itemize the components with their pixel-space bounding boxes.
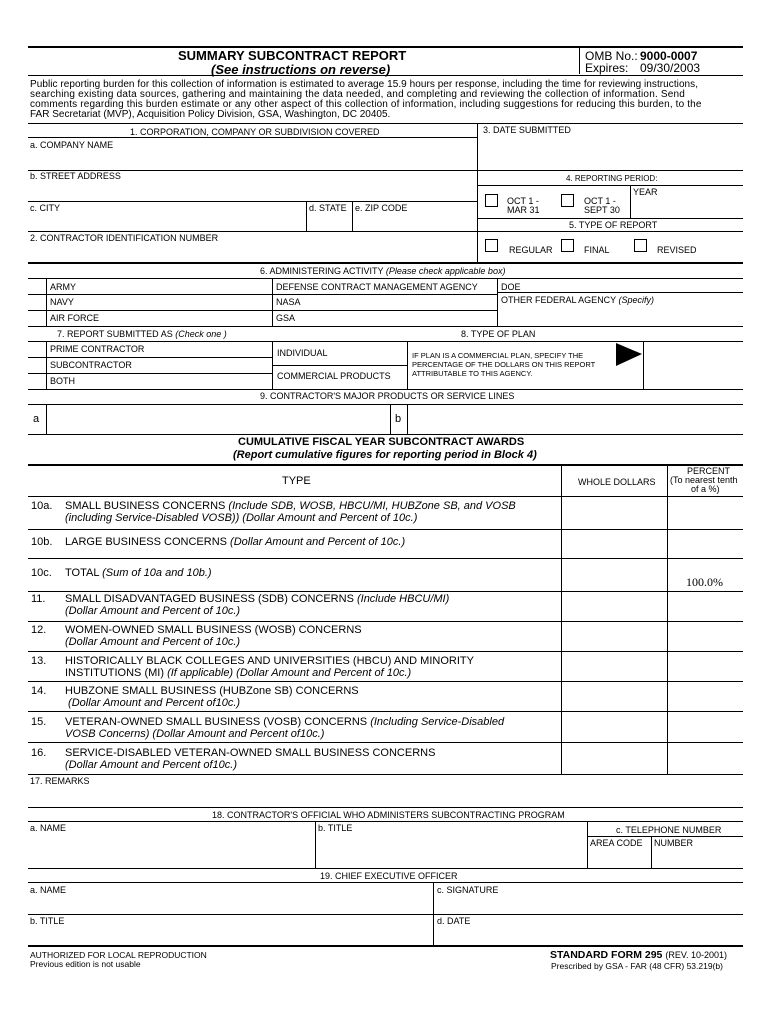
awards-subtitle: (Report cumulative figures for reporting period in Block 4) bbox=[233, 449, 537, 461]
burden-line-2: searching existing data sources, gathering and maintaining the data needed, and completing and reviewing the collection of information. Send bbox=[30, 89, 686, 100]
row-10c-number: 10c. bbox=[31, 567, 52, 579]
plan-note-3: ATTRIBUTABLE TO THIS AGENCY. bbox=[412, 369, 533, 378]
row-10a-number: 10a. bbox=[31, 500, 53, 512]
row-10b-percent-field[interactable] bbox=[668, 530, 742, 557]
row-16-number: 16. bbox=[31, 747, 47, 759]
col-dollars-header: WHOLE DOLLARS bbox=[578, 477, 656, 487]
period-opt1-l1: OCT 1 - bbox=[507, 196, 539, 206]
remarks-label: 17. REMARKS bbox=[30, 776, 90, 786]
row-10c-percent-value: 100.0% bbox=[686, 575, 723, 589]
block3-label: 3. DATE SUBMITTED bbox=[483, 125, 571, 135]
footer-prev: Previous edition is not usable bbox=[30, 959, 141, 969]
omb-label: OMB No.: bbox=[585, 49, 638, 63]
report-final-checkbox[interactable] bbox=[561, 239, 574, 252]
ceo-title-field[interactable]: b. TITLE bbox=[30, 916, 65, 926]
row-10a-percent-field[interactable] bbox=[668, 497, 742, 529]
official-name-field[interactable]: a. NAME bbox=[30, 823, 67, 833]
phone-number-field[interactable]: NUMBER bbox=[654, 838, 694, 848]
report-revised-checkbox[interactable] bbox=[634, 239, 647, 252]
block4-label: 4. REPORTING PERIOD: bbox=[566, 174, 658, 183]
burden-line-4: FAR Secretariat (MVP), Acquisition Policy Division, GSA, Washington, DC 20405. bbox=[30, 109, 391, 120]
row-12-dollars-field[interactable] bbox=[562, 622, 666, 650]
other-agency-option[interactable]: OTHER FEDERAL AGENCY (Specify) bbox=[501, 295, 655, 305]
awards-title: CUMULATIVE FISCAL YEAR SUBCONTRACT AWARDS bbox=[238, 436, 525, 448]
form-subtitle: (See instructions on reverse) bbox=[211, 62, 391, 77]
product-line-b-label: b bbox=[395, 413, 402, 425]
row-11-number: 11. bbox=[31, 593, 46, 605]
period-opt1-l2: MAR 31 bbox=[507, 205, 540, 215]
subcontractor-option[interactable]: SUBCONTRACTOR bbox=[50, 360, 132, 370]
row-15-percent-field[interactable] bbox=[668, 712, 742, 742]
footer-form-id: STANDARD FORM 295 (REV. 10-2001) bbox=[550, 949, 728, 961]
form-title: SUMMARY SUBCONTRACT REPORT bbox=[178, 48, 407, 63]
burden-line-3: comments regarding this burden estimate or any other aspect of this collection of information, including suggestions for reducing this burden, to the bbox=[30, 99, 702, 110]
row-11-percent-field[interactable] bbox=[668, 592, 742, 620]
area-code-field[interactable]: AREA CODE bbox=[590, 838, 643, 848]
row-10c-description: TOTAL (Sum of 10a and 10b.) bbox=[65, 567, 212, 579]
period-opt2-l1: OCT 1 - bbox=[584, 196, 616, 206]
row-15-description: VETERAN-OWNED SMALL BUSINESS (VOSB) CONCERNS (Including Service-Disabled VOSB Concerns) (Dollar Amount and Percent of10c.) bbox=[65, 716, 505, 740]
company-name-field[interactable]: a. COMPANY NAME bbox=[30, 140, 114, 150]
product-line-a-field[interactable] bbox=[47, 405, 389, 433]
row-11-dollars-field[interactable] bbox=[562, 592, 666, 620]
dcma-option[interactable]: DEFENSE CONTRACT MANAGEMENT AGENCY bbox=[276, 282, 478, 292]
state-field[interactable]: d. STATE bbox=[309, 203, 347, 213]
zip-field[interactable]: e. ZIP CODE bbox=[355, 203, 408, 213]
final-label: FINAL bbox=[584, 245, 610, 255]
burden-line-1: Public reporting burden for this collection of information is estimated to average 15.9 hours per response, including the time for reviewing instructions, bbox=[30, 79, 699, 90]
footer-auth: AUTHORIZED FOR LOCAL REPRODUCTION bbox=[30, 950, 207, 960]
row-14-percent-field[interactable] bbox=[668, 682, 742, 710]
row-12-description: WOMEN-OWNED SMALL BUSINESS (WOSB) CONCERNS (Dollar Amount and Percent of 10c.) bbox=[65, 624, 362, 648]
row-10c-dollars-field[interactable] bbox=[562, 559, 666, 591]
block9-label: 9. CONTRACTOR'S MAJOR PRODUCTS OR SERVICE LINES bbox=[260, 391, 515, 401]
row-10a-dollars-field[interactable] bbox=[562, 497, 666, 529]
regular-label: REGULAR bbox=[509, 245, 553, 255]
block1-label: 1. CORPORATION, COMPANY OR SUBDIVISION COVERED bbox=[130, 127, 380, 137]
expires-date: 09/30/2003 bbox=[640, 61, 701, 75]
plan-note-2: PERCENTAGE OF THE DOLLARS ON THIS REPORT bbox=[412, 360, 596, 369]
army-option[interactable]: ARMY bbox=[50, 282, 77, 292]
row-11-description: SMALL DISADVANTAGED BUSINESS (SDB) CONCERNS (Include HBCU/MI) (Dollar Amount and Percent of 10c.) bbox=[65, 593, 450, 617]
row-13-dollars-field[interactable] bbox=[562, 652, 666, 680]
col-percent-header-2: (To nearest tenth bbox=[670, 475, 738, 485]
omb-number: 9000-0007 bbox=[640, 49, 698, 63]
gsa-option[interactable]: GSA bbox=[276, 313, 296, 323]
expires-label: Expires: bbox=[585, 61, 629, 75]
product-line-a-label: a bbox=[33, 413, 40, 425]
prime-contractor-option[interactable]: PRIME CONTRACTOR bbox=[50, 344, 145, 354]
block8-label: 8. TYPE OF PLAN bbox=[461, 329, 536, 339]
doe-option[interactable]: DOE bbox=[501, 282, 521, 292]
block18-label: 18. CONTRACTOR'S OFFICIAL WHO ADMINISTERS SUBCONTRACTING PROGRAM bbox=[212, 810, 565, 820]
official-title-field[interactable]: b. TITLE bbox=[318, 823, 353, 833]
plan-note-1: IF PLAN IS A COMMERCIAL PLAN, SPECIFY THE bbox=[412, 351, 584, 360]
navy-option[interactable]: NAVY bbox=[50, 297, 74, 307]
revised-label: REVISED bbox=[657, 245, 697, 255]
block7-label: 7. REPORT SUBMITTED AS (Check one ) bbox=[57, 329, 227, 339]
row-14-dollars-field[interactable] bbox=[562, 682, 666, 710]
period-opt2-l2: SEPT 30 bbox=[584, 205, 620, 215]
col-type-header: TYPE bbox=[282, 475, 311, 487]
city-field[interactable]: c. CITY bbox=[30, 203, 61, 213]
row-16-dollars-field[interactable] bbox=[562, 743, 666, 774]
telephone-label: c. TELEPHONE NUMBER bbox=[616, 825, 722, 835]
row-12-number: 12. bbox=[31, 624, 47, 636]
block5-label: 5. TYPE OF REPORT bbox=[569, 220, 658, 230]
row-10b-description: LARGE BUSINESS CONCERNS (Dollar Amount and Percent of 10c.) bbox=[65, 536, 406, 548]
nasa-option[interactable]: NASA bbox=[276, 297, 301, 307]
remarks-field[interactable] bbox=[29, 788, 742, 806]
block19-label: 19. CHIEF EXECUTIVE OFFICER bbox=[320, 871, 458, 881]
arrow-right-icon bbox=[614, 342, 644, 367]
col-percent-header-1: PERCENT bbox=[687, 466, 731, 476]
street-address-field[interactable]: b. STREET ADDRESS bbox=[30, 171, 121, 181]
row-10b-number: 10b. bbox=[31, 536, 53, 548]
period-oct-mar-checkbox[interactable] bbox=[485, 194, 498, 207]
row-13-number: 13. bbox=[31, 655, 47, 667]
individual-plan-option[interactable]: INDIVIDUAL bbox=[277, 348, 328, 358]
both-option[interactable]: BOTH bbox=[50, 376, 76, 386]
row-12-percent-field[interactable] bbox=[668, 622, 742, 650]
commercial-plan-option[interactable]: COMMERCIAL PRODUCTS bbox=[277, 371, 391, 381]
row-14-description: HUBZONE SMALL BUSINESS (HUBZone SB) CONCERNS (Dollar Amount and Percent of10c.) bbox=[65, 685, 359, 709]
ceo-date-field[interactable]: d. DATE bbox=[437, 916, 471, 926]
row-10a-description: SMALL BUSINESS CONCERNS (Include SDB, WOSB, HBCU/MI, HUBZone SB, and VOSB (including Service-Disabled VOSB)) (Dollar Amount and Percent of 10c.) bbox=[65, 500, 516, 524]
col-percent-header-3: of a %) bbox=[691, 484, 720, 494]
row-14-number: 14. bbox=[31, 685, 47, 697]
block6-label: 6. ADMINISTERING ACTIVITY (Please check applicable box) bbox=[260, 266, 506, 276]
product-line-b-field[interactable] bbox=[408, 405, 742, 433]
period-oct-sept-checkbox[interactable] bbox=[561, 194, 574, 207]
row-16-description: SERVICE-DISABLED VETERAN-OWNED SMALL BUSINESS CONCERNS (Dollar Amount and Percent of10c.) bbox=[65, 747, 436, 771]
row-13-description: HISTORICALLY BLACK COLLEGES AND UNIVERSITIES (HBCU) AND MINORITY INSTITUTIONS (MI) (If applicable) (Dollar Amount and Percent of 10c.) bbox=[65, 655, 474, 679]
ceo-name-field[interactable]: a. NAME bbox=[30, 885, 67, 895]
block2-label[interactable]: 2. CONTRACTOR IDENTIFICATION NUMBER bbox=[30, 233, 219, 243]
year-label: YEAR bbox=[633, 187, 658, 197]
airforce-option[interactable]: AIR FORCE bbox=[50, 313, 100, 323]
row-15-dollars-field[interactable] bbox=[562, 712, 666, 742]
row-13-percent-field[interactable] bbox=[668, 652, 742, 680]
row-15-number: 15. bbox=[31, 716, 47, 728]
row-10b-dollars-field[interactable] bbox=[562, 530, 666, 557]
footer-prescribed: Prescribed by GSA - FAR (48 CFR) 53.219(b) bbox=[551, 961, 723, 971]
report-regular-checkbox[interactable] bbox=[485, 239, 498, 252]
ceo-signature-field[interactable]: c. SIGNATURE bbox=[437, 885, 499, 895]
row-16-percent-field[interactable] bbox=[668, 743, 742, 774]
